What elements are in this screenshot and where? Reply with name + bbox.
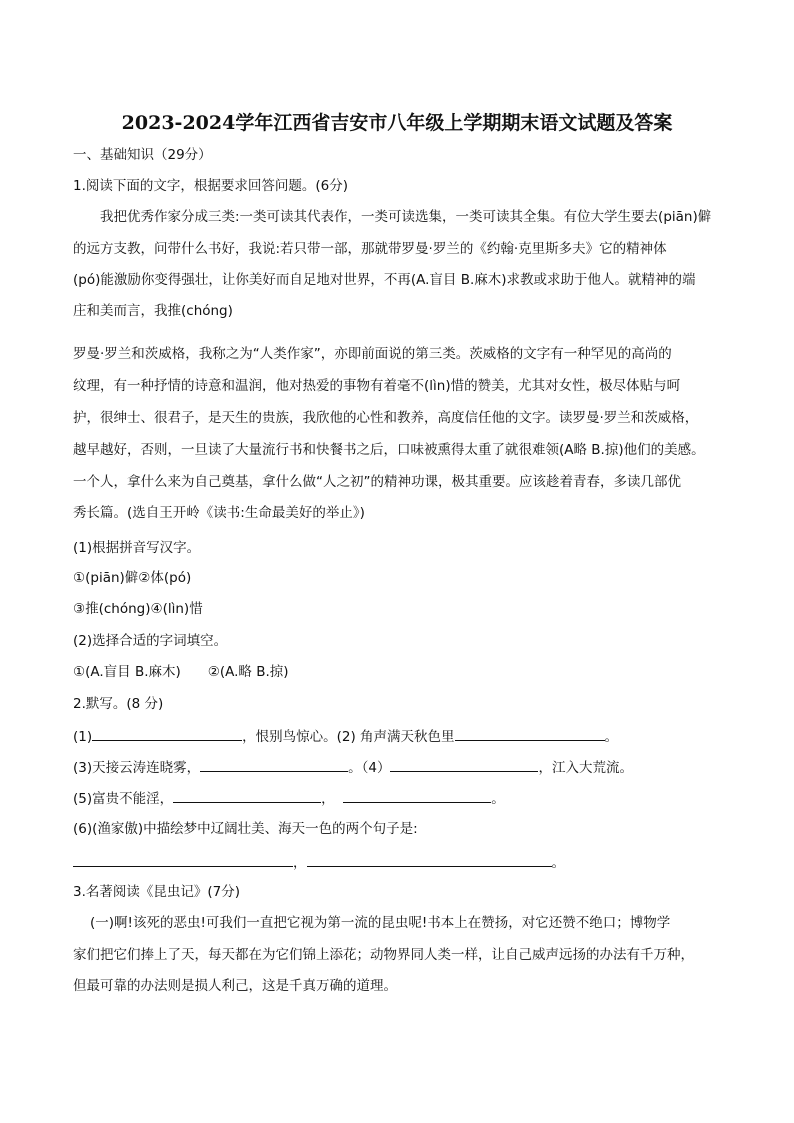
passage-line: 一个人，拿什么来为自己奠基，拿什么做“人之初”的精神功课，极其重要。应该趁着青春，多读几部优 — [73, 474, 681, 490]
dictation-line: (1) ，恨别鸟惊心。(2) 角声满天秋色里 。 — [73, 726, 618, 746]
question-2-heading: 2.默写。(8 分) — [73, 696, 164, 712]
answer-blank[interactable] — [307, 852, 552, 867]
sub-question-item: ①(piān)僻②体(pó) — [73, 570, 192, 586]
passage-line: 家们把它们捧上了天，每天都在为它们锦上添花；动物界同人类一样，让自己威声远扬的办法有千万种， — [73, 947, 694, 963]
sub-question-item: ①(A.盲目 B.麻木) ②(A.略 B.掠) — [73, 664, 289, 680]
passage-line: 罗曼·罗兰和茨威格，我称之为“人类作家”，亦即前面说的第三类。茨威格的文字有一种罕见的高尚的 — [73, 346, 672, 362]
passage-line: 的远方支教，问带什么书好，我说:若只带一部，那就带罗曼·罗兰的《约翰·克里斯多夫》它的精神体 — [73, 241, 667, 257]
passage-line: 护，很绅士、很君子，是天生的贵族，我欣他的心性和教养，高度信任他的文字。读罗曼·罗兰和茨威格， — [73, 410, 699, 426]
answer-blank[interactable] — [200, 757, 348, 772]
answer-blank[interactable] — [73, 852, 293, 867]
section-heading: 一、基础知识（29分） — [73, 147, 212, 163]
sub-question: (2)选择合适的字词填空。 — [73, 633, 228, 649]
passage-line: 越早越好，否则，一旦读了大量流行书和快餐书之后，口味被熏得太重了就很难领(A略 B.掠)他们的美感。 — [73, 442, 705, 458]
dictation-line: (3)天接云涛连晓雾， 。（4） ，江入大荒流。 — [73, 757, 633, 777]
dictation-line: (5)富贵不能淫， ， 。 — [73, 788, 505, 808]
question-3-heading: 3.名著阅读《昆虫记》(7分) — [73, 884, 241, 900]
answer-blank[interactable] — [343, 788, 491, 803]
sub-question-item: ③推(chóng)④(lìn)惜 — [73, 601, 203, 617]
passage-line: 庄和美而言，我推(chóng) — [73, 303, 233, 319]
dictation-line: (6)(渔家傲)中描绘梦中辽阔壮美、海天一色的两个句子是: — [73, 821, 418, 837]
answer-blank[interactable] — [390, 757, 538, 772]
passage-line: (一)啊!该死的恶虫!可我们一直把它视为第一流的昆虫呢!书本上在赞扬，对它还赞不绝口；博物学 — [90, 915, 671, 931]
document-title: 2023-2024学年江西省吉安市八年级上学期期末语文试题及答案 — [121, 112, 673, 134]
question-1-heading: 1.阅读下面的文字，根据要求回答问题。(6分) — [73, 178, 349, 194]
answer-blank[interactable] — [455, 726, 605, 741]
passage-line: 但最可靠的办法则是损人利己，这是千真万确的道理。 — [73, 978, 397, 994]
dictation-line: ， 。 — [73, 852, 565, 872]
passage-line: (pó)能激励你变得强壮，让你美好而自足地对世界，不再(A.盲目 B.麻木)求教或求助于他人。就精神的端 — [73, 272, 696, 288]
sub-question: (1)根据拼音写汉字。 — [73, 540, 201, 556]
passage-line: 我把优秀作家分成三类:一类可读其代表作，一类可读选集，一类可读其全集。有位大学生要去(piān)僻 — [100, 209, 712, 225]
answer-blank[interactable] — [173, 788, 321, 803]
passage-line: 秀长篇。(选自王开岭《读书:生命最美好的举止》) — [73, 505, 365, 521]
passage-line: 纹理，有一种抒情的诗意和温润，他对热爱的事物有着毫不(lìn)惜的赞美，尤其对女性，极尽体贴与呵 — [73, 378, 681, 394]
answer-blank[interactable] — [92, 726, 242, 741]
